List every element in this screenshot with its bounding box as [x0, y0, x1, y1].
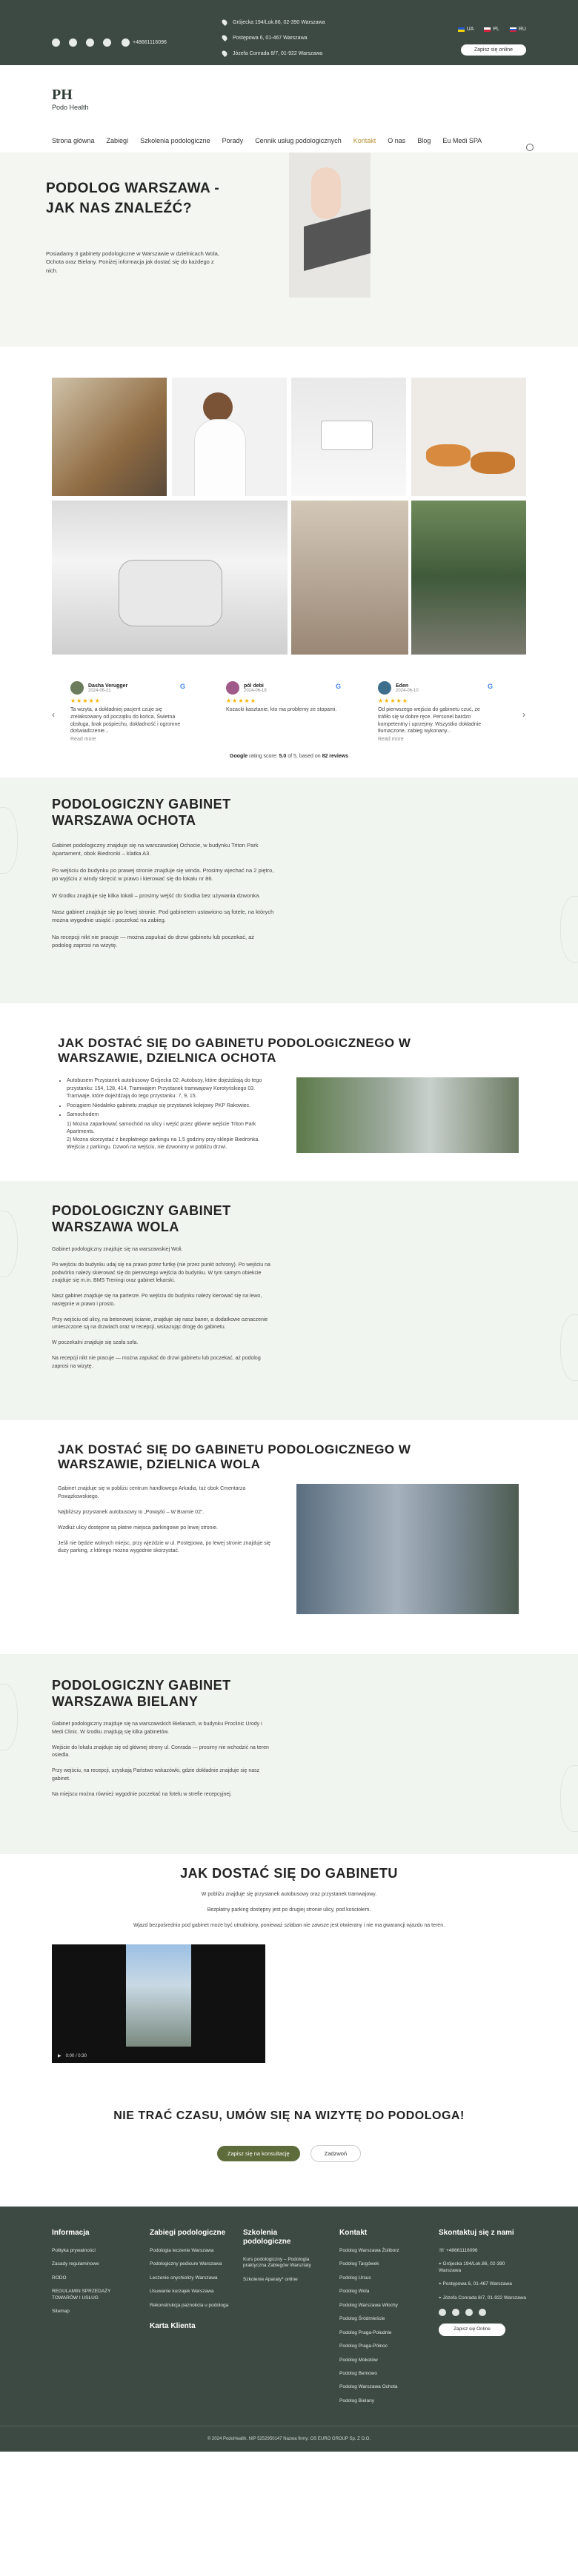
shoe-shape — [426, 444, 471, 466]
rating-brand: Google — [230, 754, 248, 759]
footer-heading: Skontaktuj się z nami — [439, 2229, 514, 2237]
footer-heading: Szkolenia podologiczne — [243, 2229, 291, 2246]
person-body — [194, 419, 246, 496]
phone-number: +48661116096 — [133, 40, 167, 45]
review-head — [378, 681, 493, 695]
map-pin-icon: ⌖ — [439, 2295, 443, 2301]
avatar — [226, 681, 239, 695]
title-line: JAK DOSTAĆ SIĘ DO GABINETU PODOLOGICZNEGO W — [58, 1036, 411, 1050]
section-title — [58, 1036, 411, 1066]
section-text — [52, 841, 274, 949]
review-author-block — [88, 683, 127, 693]
main-nav — [0, 132, 578, 150]
search-icon[interactable] — [526, 144, 534, 151]
section-title — [52, 1203, 231, 1235]
footer-link[interactable]: Podolog Praga-Północ — [339, 2344, 388, 2349]
footer-link[interactable]: Podolog Praga-Południe — [339, 2329, 392, 2335]
nav-item-spa[interactable]: Eu Medi SPA — [442, 137, 482, 144]
play-icon[interactable]: ▶ — [58, 2054, 62, 2058]
telegram-icon[interactable] — [439, 2309, 446, 2316]
paragraph: Gabinet podologiczny znajduje się na warszawskich Bielanach, w budynku Proclinic Urody i Medi Clinic. W środku znajdują się kilka gabinetów. — [52, 1722, 262, 1735]
review-head — [226, 681, 341, 695]
footer-phone[interactable] — [439, 2248, 528, 2254]
video-frame — [126, 1944, 191, 2047]
nav-item-blog[interactable]: Blog — [417, 137, 431, 144]
section-text — [52, 1246, 274, 1371]
route-list — [58, 1077, 273, 1120]
nav-item-home[interactable]: Strona główna — [52, 137, 95, 144]
title-line: PODOLOGICZNY GABINET — [52, 1678, 231, 1693]
title-line: JAK NAS ZNALEŹĆ? — [46, 200, 192, 216]
whatsapp-icon[interactable] — [452, 2309, 459, 2316]
footprint-decor-icon — [0, 1684, 18, 1750]
lang-label: RU — [518, 27, 526, 32]
address-item[interactable] — [222, 50, 325, 56]
map-pin-icon — [221, 50, 228, 57]
logo-text: Podo Health — [52, 104, 89, 111]
read-more-link[interactable]: Read more — [378, 737, 404, 743]
address-text: Józefa Conrada 8/7, 01-922 Warszawa — [442, 2295, 526, 2301]
paragraph: Gabinet podologiczny znajduje się na warszawskiej Woli. — [52, 1247, 183, 1252]
star-rating: ★★★★★ — [226, 697, 256, 704]
footer-link[interactable]: Rekonstrukcja paznokcia u podologa — [150, 2302, 229, 2308]
paragraph: Wejście do lokalu znajduje się od głównej strony ul. Conrada — prosimy nie wchodzić na teren osiedla. — [52, 1744, 269, 1758]
review-date: 2024-06-18 — [244, 688, 267, 693]
phone-icon — [122, 39, 130, 47]
review-author: Eden — [396, 683, 409, 689]
footer-col-info — [52, 2229, 126, 2323]
review-card — [226, 681, 341, 714]
footer-link[interactable]: Podologiczny pedicure Warszawa — [150, 2261, 222, 2267]
paragraph: Jeśli nie będzie wolnych miejsc, przy wjeździe w ul. Postępowa, po lewej stronie znajduje się duży parking, z którego można wygodnie skorzystać. — [58, 1540, 271, 1553]
footer-link[interactable]: Podolog Mokotów — [339, 2357, 378, 2363]
reviews-section — [0, 674, 578, 777]
paragraph: W środku znajduje się kilka lokali – prosimy wejść do środka bez używania dzwonka. — [52, 891, 261, 899]
paragraph: Na recepcji nikt nie pracuje — można zapukać do drzwi gabinetu lub poczekać, aż podolog zaprosi na wizytę. — [52, 1356, 261, 1369]
address-item[interactable] — [222, 19, 325, 25]
rating-value: 5.0 — [279, 754, 287, 759]
book-online-button[interactable]: Zapisz się online — [461, 44, 526, 56]
footer-link[interactable]: Polityka prywatności — [52, 2248, 96, 2253]
paragraph: Po wejściu do budynku po prawej stronie znajduje się winda. Prosimy wjechać na 2 piętro, po wyjściu z windy skręcić w prawo i kierować się do lokalu nr 86. — [52, 866, 274, 882]
map-pin-icon — [221, 19, 228, 26]
review-card — [378, 681, 493, 742]
nav-item-cennik[interactable]: Cennik usług podologicznych — [255, 137, 342, 144]
google-icon: G — [179, 683, 185, 690]
device-shape — [321, 421, 373, 450]
address-text: Grójecka 194/Lok.86, 02-390 Warszawa — [439, 2261, 505, 2273]
footer-link[interactable]: Podolog Wola — [339, 2289, 370, 2295]
footer-link[interactable]: Podolog Warszawa Włochy — [339, 2302, 398, 2308]
address-item[interactable] — [222, 35, 325, 41]
star-rating: ★★★★★ — [378, 697, 408, 704]
footer-link[interactable]: Usuwanie kurzajek Warszawa — [150, 2289, 214, 2295]
telegram-icon[interactable] — [52, 39, 60, 47]
review-text: Kozacki kasztanie, kto ma problemy ze stopami. — [226, 707, 337, 712]
read-more-link[interactable]: Read more — [70, 737, 96, 743]
facebook-icon[interactable] — [465, 2309, 473, 2316]
map-pin-icon: ⌖ — [439, 2281, 443, 2287]
review-card — [70, 681, 185, 742]
footer-heading[interactable]: Karta Klienta — [150, 2322, 196, 2331]
whatsapp-icon[interactable] — [69, 39, 77, 47]
footer-link[interactable]: Podolog Śródmieście — [339, 2316, 385, 2322]
map-pin-icon — [221, 34, 228, 41]
shoe-shape — [471, 452, 515, 474]
footer-link[interactable]: Podologia leczenie Warszawa — [150, 2248, 214, 2253]
paragraph: Nasz gabinet znajduje się na parterze. Po wejściu do budynku należy kierować się na lewo, następnie w prawo i prosto. — [52, 1294, 262, 1307]
footer-link[interactable]: Szkolenie Aparaty* online — [243, 2276, 298, 2282]
footer-link[interactable]: Podolog Bemowo — [339, 2370, 377, 2376]
google-rating-summary — [0, 754, 578, 759]
footprint-decor-icon — [560, 896, 578, 963]
paragraph: W poczekalni znajduje się szafa sofa. — [52, 1340, 139, 1345]
title-line: WARSZAWA WOLA — [52, 1219, 179, 1234]
footer-link[interactable]: Podolog Warszawa Żoliborz — [339, 2248, 399, 2253]
route-item: • Samochodem — [67, 1111, 273, 1120]
review-text: Od pierwszego wejścia do gabinetu czuć, że trafiło się w dobre ręce. Personel bardzo kompetentny i uprzejmy. Wszystko dokładnie tłumaczone, zabieg wykonany... — [378, 707, 482, 735]
section-ochota — [0, 777, 578, 1003]
gallery-photo-building[interactable] — [411, 501, 526, 655]
section-title — [52, 1678, 231, 1710]
section-ochota-route — [0, 1003, 578, 1181]
address-text: Postępowa 6, 01-467 Warszawa — [233, 35, 308, 41]
paragraph: Na recepcji nikt nie pracuje — można zapukać do drzwi gabinetu lub poczekać, aż podolog zaprosi na wizytę. — [52, 933, 255, 949]
paragraph: Przy wejściu, na recepcji, uzyskają Państwo wskazówki, gdzie dokładnie znajduje się nasz gabinet. — [52, 1768, 260, 1782]
paragraph: Gabinet podologiczny znajduje się na warszawskiej Ochocie, w budynku Triton Park Apartament, obok Biedronki – klatka A3. — [52, 842, 259, 857]
cta-buttons — [0, 2145, 578, 2162]
pl-flag-icon — [484, 27, 491, 32]
footprint-decor-icon — [0, 807, 18, 874]
footprint-decor-icon — [560, 1314, 578, 1381]
title-line: WARSZAWIE, DZIELNICA WOLA — [58, 1457, 261, 1472]
nav-item-szkolenia[interactable]: Szkolenia podologiczne — [140, 137, 210, 144]
footer-link[interactable]: Podolog Ursus — [339, 2275, 371, 2281]
chevron-left-icon[interactable]: ‹ — [52, 709, 55, 720]
rating-of: of 5, based on — [288, 754, 321, 759]
footer-link[interactable]: REGULAMIN SPRZEDAŻY TOWARÓW I USŁUG — [52, 2289, 111, 2301]
paragraph: W pobliżu znajduje się przystanek autobusowy oraz przystanek tramwajowy. — [201, 1892, 377, 1897]
site-footer — [0, 2207, 578, 2452]
google-icon: G — [335, 683, 341, 690]
lang-label: PL — [493, 27, 499, 32]
review-date: 2024-06-21 — [88, 688, 111, 693]
social-links — [52, 39, 167, 47]
chair-shape — [119, 560, 222, 626]
gallery-photo-room[interactable] — [52, 378, 167, 496]
video-time: 0:00 / 0:30 — [65, 2053, 87, 2058]
copyright: © 2024 PodoHealth. NIP 5252950147 Nazwa firmy: OS EURO GROUP Sp. Z O.O. — [0, 2426, 578, 2452]
paragraph: Po wejściu do budynku udaj się na prawo przez furtkę (nie przez punkt ochrony). Po wejściu na podwórko należy skierować się do pierwszego wejścia do budynku. W tym samym obiekcie znajduje się m.in. BMS Treningi oraz gabinet lekarski. — [52, 1262, 270, 1283]
paragraph: 1) Można zaparkować samochód na ulicy i wejść przez główne wejście Triton Park Apartments. — [67, 1121, 256, 1134]
site-logo[interactable] — [0, 65, 578, 132]
top-bar — [0, 0, 578, 65]
footprint-decor-icon — [560, 1765, 578, 1832]
review-author-block — [396, 683, 419, 693]
footer-link[interactable]: Podolog Bielany — [339, 2398, 374, 2403]
gallery-photo-shoes[interactable] — [411, 378, 526, 496]
paragraph: Wjazd bezpośrednio pod gabinet może być utrudniony, ponieważ szlaban nie zawsze jest otwierany i nie ma gwarancji wjazdu na teren. — [133, 1923, 445, 1928]
paragraph: Najbliższy przystanek autobusowy to „Powązki – W Bramie 02”. — [58, 1509, 205, 1515]
review-author: pól debi — [244, 683, 264, 689]
lang-pl[interactable] — [484, 27, 499, 32]
google-icon: G — [487, 683, 493, 690]
nav-item-o-nas[interactable]: O nas — [388, 137, 406, 144]
gallery-photo-device[interactable] — [291, 378, 406, 496]
facebook-icon[interactable] — [86, 39, 94, 47]
route-text — [58, 1077, 273, 1152]
address-text: Grójecka 194/Lok.86, 02-390 Warszawa — [233, 19, 325, 25]
consultation-button[interactable]: Zapisz się na konsultację — [217, 2146, 300, 2161]
ua-flag-icon — [458, 27, 465, 32]
footer-heading: Informacja — [52, 2229, 90, 2237]
paragraph: Na miejscu można również wygodnie poczekać na fotelu w strefie recepcyjnej. — [52, 1791, 232, 1797]
footer-link[interactable]: Zasady regulaminowe — [52, 2261, 99, 2267]
footer-col-contact — [439, 2229, 528, 2344]
instagram-icon[interactable] — [103, 39, 111, 47]
paragraph: 2) Można skorzystać z bezpłatnego parkingu na 1,5 godziny przy sklepie Biedronka. Wejścia z parkingu. Dzwoń na wejściu, nie dzwonimy w pobliżu drzwi. — [67, 1137, 260, 1150]
section-wola-route — [0, 1420, 578, 1654]
section-title: JAK DOSTAĆ SIĘ DO GABINETU — [180, 1866, 398, 1881]
route-text — [58, 1485, 273, 1556]
rating-label: rating score: — [249, 754, 278, 759]
person-head — [203, 392, 233, 422]
rating-count: 82 reviews — [322, 754, 348, 759]
avatar — [378, 681, 391, 695]
title-line: PODOLOGICZNY GABINET — [52, 1203, 231, 1218]
footer-col-zabiegi — [150, 2229, 239, 2341]
review-author: Dasha Verugger — [88, 683, 128, 689]
footer-social — [439, 2309, 528, 2316]
section-title — [58, 1442, 411, 1473]
chevron-right-icon[interactable]: › — [522, 709, 525, 720]
review-text: Ta wizyta, a dokładniej pacjent czuje się zrelaksowany od początku do końca. Świetna obsługa, brak pośpiechu, dokładność i ogromne doświadczenie... — [70, 707, 181, 735]
paragraph: Gabinet znajduje się w pobliżu centrum handlowego Arkadia, tuż obok Cmentarza Powązkowskiego. — [58, 1486, 246, 1499]
gallery-photo-treatment[interactable] — [291, 501, 408, 655]
ochota-building-photo — [296, 1077, 519, 1153]
review-head — [70, 681, 185, 695]
section-wola — [0, 1181, 578, 1420]
nav-item-zabiegi[interactable]: Zabiegi — [106, 137, 129, 144]
lang-ru[interactable] — [510, 27, 526, 32]
nav-item-kontakt[interactable]: Kontakt — [353, 137, 376, 144]
title-line: WARSZAWIE, DZIELNICA OCHOTA — [58, 1051, 276, 1065]
footer-heading: Kontakt — [339, 2229, 368, 2237]
title-line: WARSZAWA OCHOTA — [52, 812, 196, 828]
route-text — [44, 1891, 534, 1930]
footer-col-szkolenia — [243, 2229, 321, 2290]
phone-number: +48661116096 — [445, 2248, 478, 2253]
map-pin-icon: ⌖ — [439, 2261, 443, 2267]
phone-link[interactable] — [122, 39, 167, 47]
section-bielany — [0, 1654, 578, 1854]
paragraph: Bezpłatny parking dostępny jest po drugiej stronie ulicy, pod kościołem. — [207, 1907, 371, 1913]
footer-link[interactable]: Kurs podologiczny – Podologia praktyczna Zabiegów Warsztaty — [243, 2257, 311, 2269]
gallery-photo-chair[interactable] — [52, 501, 288, 655]
hero-text: Posiadamy 3 gabinety podologiczne w Warszawie w dzielnicach Wola, Ochota oraz Bielany. Poniżej informacja jak dostać się do każdego z nich. — [46, 250, 219, 274]
avatar — [70, 681, 84, 695]
address-list — [222, 19, 325, 56]
video-player[interactable] — [52, 1944, 265, 2063]
call-button[interactable]: Zadzwoń — [310, 2145, 361, 2162]
footer-col-kontakt — [339, 2229, 421, 2412]
language-switcher — [458, 27, 526, 32]
section-title — [52, 797, 231, 829]
paragraph: Wzdłuż ulicy dostępne są płatne miejsca parkingowe po lewej stronie. — [58, 1525, 218, 1530]
title-line: PODOLOG WARSZAWA - — [46, 181, 220, 196]
address-text: Józefa Conrada 8/7, 01-922 Warszawa — [233, 50, 323, 56]
footer-heading: Zabiegi podologiczne — [150, 2229, 226, 2237]
footer-address[interactable] — [439, 2281, 528, 2287]
footer-address[interactable] — [439, 2295, 528, 2301]
keyboard-shape — [304, 209, 371, 271]
hero-image — [289, 153, 371, 298]
footer-link[interactable]: Podolog Targówek — [339, 2261, 379, 2267]
route-item: • Pociągiem Niedaleko gabinetu znajduje się przystanek kolejowy PKP Rakowiec. — [67, 1103, 273, 1111]
footprint-decor-icon — [0, 1211, 18, 1277]
footer-address[interactable] — [439, 2261, 528, 2274]
video-controls — [58, 2053, 87, 2058]
cta-section — [0, 2084, 578, 2207]
lang-label: UA — [466, 27, 474, 32]
footer-link[interactable]: RODO — [52, 2275, 67, 2281]
footer-book-button[interactable]: Zapisz się Online — [439, 2324, 505, 2335]
title-line: PODOLOGICZNY GABINET — [52, 797, 231, 812]
nav-item-porady[interactable]: Porady — [222, 137, 244, 144]
star-rating: ★★★★★ — [70, 697, 101, 704]
route-item: • Autobusem Przystanek autobusowy Grójecka 02. Autobusy, które dojeżdżają do tego przystanku: 154, 128, 414. Tramwajem Przystanek tramwajowy Korotyńskiego 03. Tramwaje, które dojeżdżają do tego przystanku: 7, 9, 15. — [67, 1077, 273, 1101]
title-line: JAK DOSTAĆ SIĘ DO GABINETU PODOLOGICZNEGO W — [58, 1442, 411, 1456]
ru-flag-icon — [510, 27, 516, 32]
hand-shape — [311, 167, 341, 219]
page-title — [46, 179, 219, 218]
paragraph: Nasz gabinet znajduje się po lewej stronie. Pod gabinetem ustawiono są fotele, na których można wygodnie usiąść i poczekać na zabieg. — [52, 909, 274, 924]
footer-link[interactable]: Leczenie onychiolizy Warszawa — [150, 2275, 218, 2281]
footer-link[interactable]: Sitemap — [52, 2309, 70, 2315]
review-date: 2024-06-10 — [396, 688, 419, 693]
gallery-photo-receptionist[interactable] — [172, 378, 287, 496]
title-line: WARSZAWA BIELANY — [52, 1693, 199, 1709]
section-text — [52, 1721, 274, 1799]
section-bielany-route — [0, 1854, 578, 2084]
paragraph: Przy wejściu od ulicy, na betonowej ścianie, znajduje się nasz baner, a dodatkowe oznaczenie umieszczone są na drzwiach oraz w recepcji, wskazując drogę do gabinetu. — [52, 1317, 268, 1330]
photo-gallery — [0, 347, 578, 674]
cta-title: NIE TRAĆ CZASU, UMÓW SIĘ NA WIZYTĘ DO PODOLOGA! — [113, 2110, 465, 2122]
phone-icon: ☏ — [439, 2248, 446, 2253]
logo-mark: PH — [52, 87, 73, 103]
address-text: Postępowa 6, 01-467 Warszawa — [442, 2281, 512, 2287]
instagram-icon[interactable] — [479, 2309, 486, 2316]
hero-section — [0, 153, 578, 347]
footer-link[interactable]: Podolog Warszawa Ochota — [339, 2384, 398, 2390]
lang-ua[interactable] — [458, 27, 474, 32]
review-author-block — [244, 683, 267, 693]
wola-building-photo — [296, 1484, 519, 1614]
